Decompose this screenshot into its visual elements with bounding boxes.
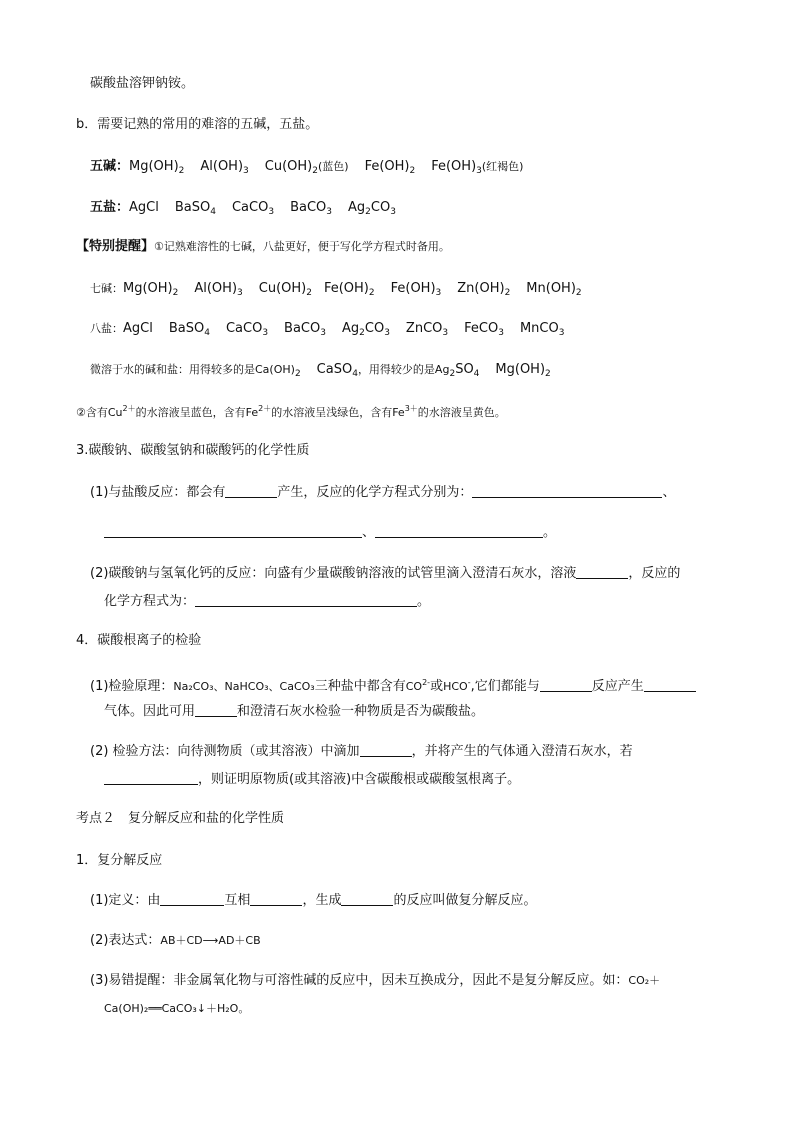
formula: Al(OH) bbox=[200, 159, 244, 174]
section4-p2-line1 bbox=[90, 742, 633, 761]
superscript: 2＋ bbox=[122, 404, 136, 413]
subscript: 2 bbox=[575, 288, 582, 298]
definition-text: ，生成 bbox=[302, 893, 342, 908]
formula: BaCO bbox=[284, 321, 321, 336]
five-bases-label: 五碱： bbox=[90, 159, 130, 174]
kaodian2-title: 考点２ 复分解反应和盐的化学性质 bbox=[76, 811, 285, 826]
formula: Fe(OH) bbox=[431, 159, 477, 174]
q2-text: ，反应的 bbox=[628, 566, 681, 581]
p1-text: 三种盐中都含有 bbox=[314, 679, 406, 694]
five-salts-label: 五盐： bbox=[90, 200, 130, 215]
item-b-heading: b．需要记熟的常用的难溶的五碱，五盐。 bbox=[76, 117, 319, 132]
p2-text: (2) 检验方法：向待测物质（或其溶液）中滴加 bbox=[90, 744, 360, 759]
formula: CaCO bbox=[225, 321, 263, 336]
p2-text: ，并将产生的气体通入澄清石灰水，若 bbox=[411, 744, 633, 759]
formula: CO₂＋ bbox=[628, 974, 661, 987]
section3-q1-line2 bbox=[104, 523, 556, 542]
answer-blank[interactable] bbox=[104, 523, 362, 538]
formula: AgCl bbox=[123, 321, 153, 336]
subscript: 3 bbox=[262, 328, 269, 338]
p1-text: 反应产生 bbox=[591, 679, 644, 694]
section3-q1-line1 bbox=[90, 483, 675, 502]
eight-salts-line bbox=[90, 320, 564, 342]
easy-mistake-line1 bbox=[90, 972, 660, 990]
color-note: (蓝色) bbox=[317, 160, 349, 173]
ion-color-text: ②含有Cu bbox=[76, 406, 123, 419]
five-bases-line bbox=[90, 158, 523, 180]
q1-text: (1)与盐酸反应：都会有 bbox=[90, 485, 226, 500]
subscript: 2 bbox=[306, 288, 312, 298]
p1-text: ,它们都能与 bbox=[470, 679, 540, 694]
formula: Fe(OH) bbox=[390, 281, 436, 296]
formula: FeCO bbox=[464, 321, 499, 336]
formula: HCO bbox=[443, 680, 468, 693]
subscript: 4 bbox=[352, 369, 358, 379]
formula: Al(OH) bbox=[194, 281, 238, 296]
answer-blank[interactable] bbox=[225, 483, 277, 498]
seven-bases-line bbox=[90, 280, 582, 302]
section3-q2-line1 bbox=[90, 564, 680, 583]
section3-q2-line2 bbox=[104, 592, 430, 611]
subscript: 2 bbox=[359, 328, 365, 338]
easy-mistake-line2 bbox=[104, 1000, 249, 1018]
subscript: 3 bbox=[384, 328, 390, 338]
formula: Zn(OH) bbox=[457, 281, 505, 296]
slightly-soluble-text: 微溶于水的碱和盐：用得较多的是Ca(OH) bbox=[90, 363, 295, 376]
subscript: 2 bbox=[178, 166, 185, 176]
answer-blank[interactable] bbox=[195, 702, 237, 717]
subscript: 4 bbox=[204, 328, 210, 338]
formula: AgCl bbox=[129, 200, 159, 215]
subscript: 2 bbox=[449, 369, 456, 379]
subscript: 3 bbox=[237, 288, 243, 298]
answer-blank[interactable] bbox=[250, 891, 302, 906]
answer-blank[interactable] bbox=[195, 592, 417, 607]
formula: BaSO bbox=[168, 321, 205, 336]
section4-title: 4．碳酸根离子的检验 bbox=[76, 633, 202, 648]
formula: Ag bbox=[341, 321, 360, 336]
subscript: 3 bbox=[320, 328, 326, 338]
formula: Mg(OH) bbox=[495, 362, 546, 377]
answer-blank[interactable] bbox=[341, 891, 393, 906]
answer-blank[interactable] bbox=[472, 483, 662, 498]
expression-line bbox=[90, 932, 261, 950]
subscript: 3 bbox=[476, 166, 482, 176]
special-tip-line bbox=[76, 238, 450, 256]
subscript: 3 bbox=[326, 207, 332, 217]
kaodian2-sub1: 1．复分解反应 bbox=[76, 853, 163, 868]
special-tip-text: ①记熟难溶性的七碱，八盐更好，便于写化学方程式时备用。 bbox=[154, 240, 450, 253]
subscript: 3 bbox=[435, 288, 442, 298]
formula: CO bbox=[364, 321, 385, 336]
q1-text: 产生，反应的化学方程式分别为： bbox=[277, 485, 473, 500]
slightly-soluble-line bbox=[90, 361, 551, 383]
section4-p1-line2 bbox=[104, 702, 484, 721]
superscript: 2- bbox=[422, 678, 431, 687]
q1-text: 。 bbox=[543, 525, 557, 540]
subscript: 4 bbox=[473, 369, 480, 379]
formula: CO bbox=[370, 200, 391, 215]
formula: Na₂CO₃、NaHCO₃、CaCO₃ bbox=[173, 680, 315, 693]
answer-blank[interactable] bbox=[375, 523, 543, 538]
color-note: (红褐色) bbox=[481, 160, 524, 173]
superscript: 2＋ bbox=[258, 404, 272, 413]
answer-blank[interactable] bbox=[540, 677, 592, 692]
subscript: 3 bbox=[243, 166, 249, 176]
subscript: 2 bbox=[312, 166, 318, 176]
definition-line bbox=[90, 891, 536, 910]
p1-text: 和澄清石灰水检验一种物质是否为碳酸盐。 bbox=[237, 704, 485, 719]
subscript: 2 bbox=[172, 288, 179, 298]
section3-title: 3.碳酸钠、碳酸氢钠和碳酸钙的化学性质 bbox=[76, 443, 310, 458]
subscript: 3 bbox=[390, 207, 396, 217]
expression-label: (2)表达式： bbox=[90, 933, 161, 948]
seven-bases-label: 七碱： bbox=[90, 282, 123, 295]
answer-blank[interactable] bbox=[360, 742, 412, 757]
p2-text: ，则证明原物质(或其溶液)中含碳酸根或碳酸氢根离子。 bbox=[198, 772, 521, 787]
answer-blank[interactable] bbox=[576, 564, 628, 579]
formula: SO bbox=[455, 362, 474, 377]
formula: Cu(OH) bbox=[258, 281, 307, 296]
eight-salts-label: 八盐： bbox=[90, 322, 123, 335]
ion-color-text: 的水溶液呈黄色。 bbox=[417, 406, 506, 419]
subscript: 4 bbox=[210, 207, 216, 217]
formula: Fe(OH) bbox=[364, 159, 410, 174]
q2-text: 。 bbox=[417, 594, 431, 609]
q1-text: 、 bbox=[662, 485, 676, 500]
formula: CaCO bbox=[231, 200, 269, 215]
ion-color-text: 的水溶液呈浅绿色，含有Fe bbox=[271, 406, 405, 419]
subscript: 3 bbox=[498, 328, 504, 338]
subscript: 2 bbox=[365, 207, 371, 217]
expression-formula: AB＋CD⟶AD＋CB bbox=[160, 934, 261, 947]
formula: CO bbox=[405, 680, 423, 693]
subscript: 3 bbox=[558, 328, 565, 338]
q1-text: 、 bbox=[362, 525, 376, 540]
formula: Ca(OH)₂══CaCO₃↓＋H₂O。 bbox=[104, 1002, 250, 1015]
section4-p1-line1 bbox=[90, 674, 696, 696]
p1-text: 或 bbox=[430, 679, 444, 694]
superscript: - bbox=[467, 678, 471, 687]
formula: CaSO bbox=[316, 362, 353, 377]
p1-text: (1)检验原理： bbox=[90, 679, 174, 694]
definition-text: (1)定义：由 bbox=[90, 893, 161, 908]
formula: Ag bbox=[348, 200, 366, 215]
definition-text: 的反应叫做复分解反应。 bbox=[393, 893, 537, 908]
formula: MnCO bbox=[519, 321, 559, 336]
subscript: 3 bbox=[442, 328, 449, 338]
intro-line: 碳酸盐溶钾钠铵。 bbox=[90, 76, 195, 91]
q2-text: (2)碳酸钠与氢氧化钙的反应：向盛有少量碳酸钠溶液的试管里滴入澄清石灰水，溶液 bbox=[90, 566, 577, 581]
subscript: 2 bbox=[409, 166, 416, 176]
answer-blank[interactable] bbox=[160, 891, 224, 906]
p1-text: 气体。因此可用 bbox=[104, 704, 196, 719]
subscript: 2 bbox=[545, 369, 551, 379]
subscript: 3 bbox=[268, 207, 275, 217]
formula: ZnCO bbox=[405, 321, 443, 336]
answer-blank[interactable] bbox=[644, 677, 696, 692]
formula: BaSO bbox=[174, 200, 211, 215]
ion-color-line bbox=[76, 400, 506, 422]
answer-blank[interactable] bbox=[104, 770, 198, 785]
subscript: 2 bbox=[294, 369, 301, 379]
special-tip-header: 【特别提醒】 bbox=[76, 239, 155, 254]
formula: Mn(OH) bbox=[526, 281, 576, 296]
superscript: 3＋ bbox=[404, 404, 418, 413]
q2-text: 化学方程式为： bbox=[104, 594, 196, 609]
formula: Mg(OH) bbox=[123, 281, 173, 296]
formula: BaCO bbox=[290, 200, 327, 215]
definition-text: 互相 bbox=[224, 893, 251, 908]
easy-mistake-text: (3)易错提醒：非金属氧化物与可溶性碱的反应中，因未互换成分，因此不是复分解反应。如： bbox=[90, 973, 629, 988]
formula: Mg(OH) bbox=[129, 159, 179, 174]
ion-color-text: 的水溶液呈蓝色，含有Fe bbox=[135, 406, 259, 419]
section4-p2-line2 bbox=[104, 770, 520, 789]
slightly-soluble-text: ，用得较少的是Ag bbox=[357, 363, 450, 376]
subscript: 2 bbox=[504, 288, 511, 298]
five-salts-line bbox=[90, 199, 396, 221]
formula: Cu(OH) bbox=[264, 159, 313, 174]
subscript: 2 bbox=[368, 288, 375, 298]
formula: Fe(OH) bbox=[323, 281, 369, 296]
